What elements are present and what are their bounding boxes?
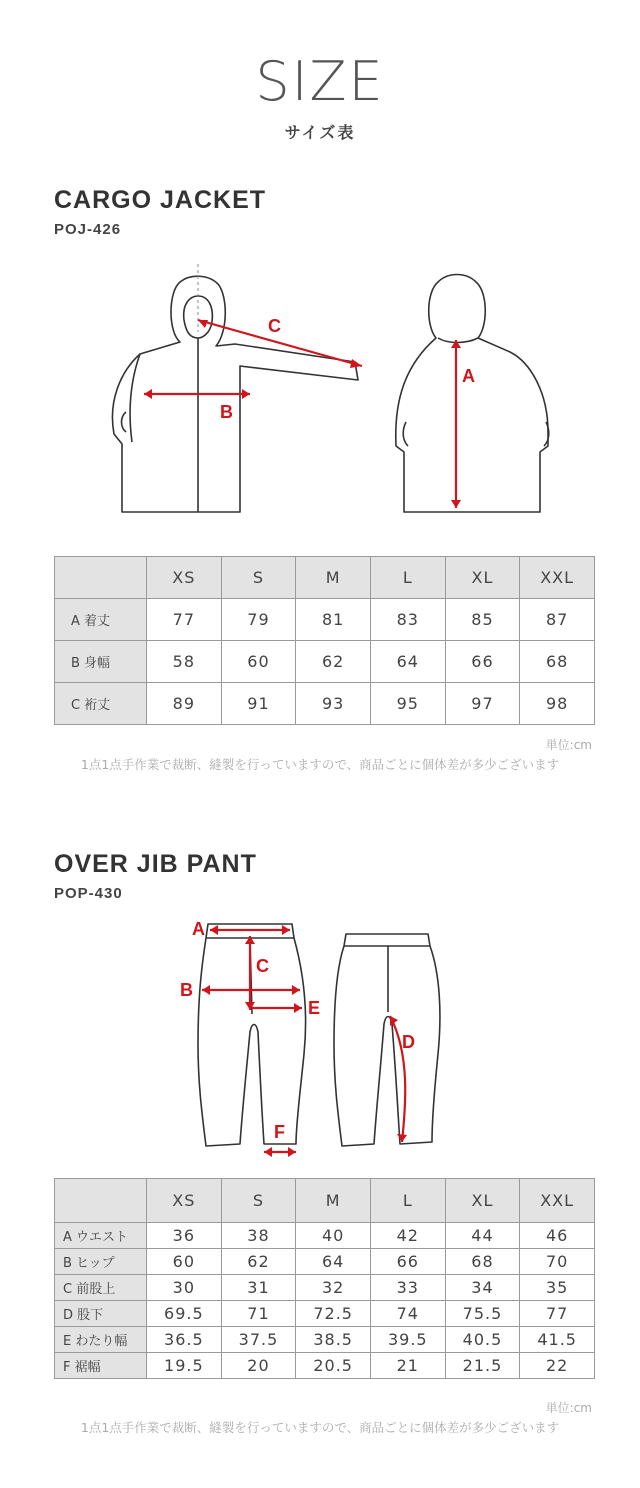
table-cell: 64 xyxy=(296,1249,371,1275)
table-cell: 62 xyxy=(221,1249,296,1275)
table-corner xyxy=(55,557,147,599)
table-cell: 41.5 xyxy=(520,1327,595,1353)
table-cell: 42 xyxy=(370,1223,445,1249)
unit-label: 単位:cm xyxy=(545,1401,592,1415)
table-cell: 20 xyxy=(221,1353,296,1379)
pant-label-a: A xyxy=(192,919,205,939)
table-cell: 58 xyxy=(147,641,222,683)
table-cell: 35 xyxy=(520,1275,595,1301)
pant-size-table xyxy=(54,1178,595,1379)
table-row xyxy=(55,1327,595,1353)
table-cell: 72.5 xyxy=(296,1301,371,1327)
pant-label-e: E xyxy=(308,998,321,1018)
table-cell: 93 xyxy=(296,683,371,725)
table-cell: 85 xyxy=(445,599,520,641)
column-header: XXL xyxy=(520,1179,595,1223)
table-cell: 77 xyxy=(147,599,222,641)
table-cell: 46 xyxy=(520,1223,595,1249)
table-cell: 20.5 xyxy=(296,1353,371,1379)
column-header: XXL xyxy=(520,557,595,599)
table-cell: 38 xyxy=(221,1223,296,1249)
table-cell: 89 xyxy=(147,683,222,725)
table-row xyxy=(55,641,595,683)
jacket-back-outline xyxy=(396,275,548,513)
column-header: L xyxy=(370,1179,445,1223)
table-cell: 34 xyxy=(445,1275,520,1301)
jacket-size-table xyxy=(54,556,595,725)
table-cell: 74 xyxy=(370,1301,445,1327)
table-corner xyxy=(55,1179,147,1223)
product-code-jacket: POJ-426 xyxy=(54,221,122,238)
row-label: C 裄丈 xyxy=(55,683,147,725)
table-cell: 66 xyxy=(445,641,520,683)
table-cell: 60 xyxy=(147,1249,222,1275)
column-header: L xyxy=(370,557,445,599)
table-cell: 79 xyxy=(221,599,296,641)
table-cell: 98 xyxy=(520,683,595,725)
table-cell: 81 xyxy=(296,599,371,641)
table-cell: 31 xyxy=(221,1275,296,1301)
pant-front-outline xyxy=(198,924,306,1146)
table-cell: 97 xyxy=(445,683,520,725)
table-cell: 21.5 xyxy=(445,1353,520,1379)
table-cell: 91 xyxy=(221,683,296,725)
table-cell: 21 xyxy=(370,1353,445,1379)
jacket-label-c: C xyxy=(268,316,281,336)
page-title: SIZE xyxy=(255,50,385,113)
table-cell: 38.5 xyxy=(296,1327,371,1353)
table-cell: 40 xyxy=(296,1223,371,1249)
column-header: S xyxy=(221,1179,296,1223)
table-cell: 68 xyxy=(520,641,595,683)
column-header: M xyxy=(296,1179,371,1223)
product-name-pant: OVER JIB PANT xyxy=(54,850,257,878)
table-cell: 69.5 xyxy=(147,1301,222,1327)
pant-label-f: F xyxy=(274,1122,285,1142)
table-cell: 70 xyxy=(520,1249,595,1275)
table-row xyxy=(55,1275,595,1301)
table-cell: 44 xyxy=(445,1223,520,1249)
column-header: XS xyxy=(147,557,222,599)
table-row xyxy=(55,1223,595,1249)
jacket-illustration xyxy=(100,262,560,524)
table-row xyxy=(55,599,595,641)
row-label: A 着丈 xyxy=(55,599,147,641)
table-cell: 64 xyxy=(370,641,445,683)
table-row xyxy=(55,683,595,725)
table-row xyxy=(55,1301,595,1327)
column-header: M xyxy=(296,557,371,599)
table-row xyxy=(55,1249,595,1275)
row-label: A ウエスト xyxy=(55,1223,147,1249)
handmade-note: 1点1点手作業で裁断、縫製を行っていますので、商品ごとに個体差が多少ございます xyxy=(80,757,560,772)
table-cell: 22 xyxy=(520,1353,595,1379)
pant-label-c: C xyxy=(256,956,269,976)
table-cell: 37.5 xyxy=(221,1327,296,1353)
unit-label: 単位:cm xyxy=(545,738,592,752)
jacket-label-b: B xyxy=(220,402,233,422)
table-cell: 75.5 xyxy=(445,1301,520,1327)
row-label: B ヒップ xyxy=(55,1249,147,1275)
column-header: XL xyxy=(445,557,520,599)
product-code-pant: POP-430 xyxy=(54,885,123,902)
handmade-note: 1点1点手作業で裁断、縫製を行っていますので、商品ごとに個体差が多少ございます xyxy=(80,1420,560,1435)
column-header: S xyxy=(221,557,296,599)
row-label: C 前股上 xyxy=(55,1275,147,1301)
table-cell: 83 xyxy=(370,599,445,641)
table-row xyxy=(55,1353,595,1379)
table-cell: 95 xyxy=(370,683,445,725)
table-cell: 39.5 xyxy=(370,1327,445,1353)
page-subtitle: サイズ表 xyxy=(284,123,356,142)
table-cell: 32 xyxy=(296,1275,371,1301)
pant-label-b: B xyxy=(180,980,193,1000)
table-cell: 60 xyxy=(221,641,296,683)
table-cell: 62 xyxy=(296,641,371,683)
column-header: XL xyxy=(445,1179,520,1223)
table-cell: 36.5 xyxy=(147,1327,222,1353)
pant-label-d: D xyxy=(402,1032,415,1052)
table-cell: 19.5 xyxy=(147,1353,222,1379)
table-cell: 36 xyxy=(147,1223,222,1249)
row-label: D 股下 xyxy=(55,1301,147,1327)
row-label: F 裾幅 xyxy=(55,1353,147,1379)
table-cell: 33 xyxy=(370,1275,445,1301)
table-cell: 68 xyxy=(445,1249,520,1275)
jacket-label-a: A xyxy=(462,366,475,386)
pant-illustration xyxy=(170,914,450,1164)
table-cell: 71 xyxy=(221,1301,296,1327)
row-label: B 身幅 xyxy=(55,641,147,683)
table-cell: 40.5 xyxy=(445,1327,520,1353)
table-cell: 66 xyxy=(370,1249,445,1275)
product-name-jacket: CARGO JACKET xyxy=(54,186,267,214)
row-label: E わたり幅 xyxy=(55,1327,147,1353)
table-cell: 87 xyxy=(520,599,595,641)
table-cell: 77 xyxy=(520,1301,595,1327)
table-cell: 30 xyxy=(147,1275,222,1301)
column-header: XS xyxy=(147,1179,222,1223)
pant-back-outline xyxy=(334,934,440,1146)
